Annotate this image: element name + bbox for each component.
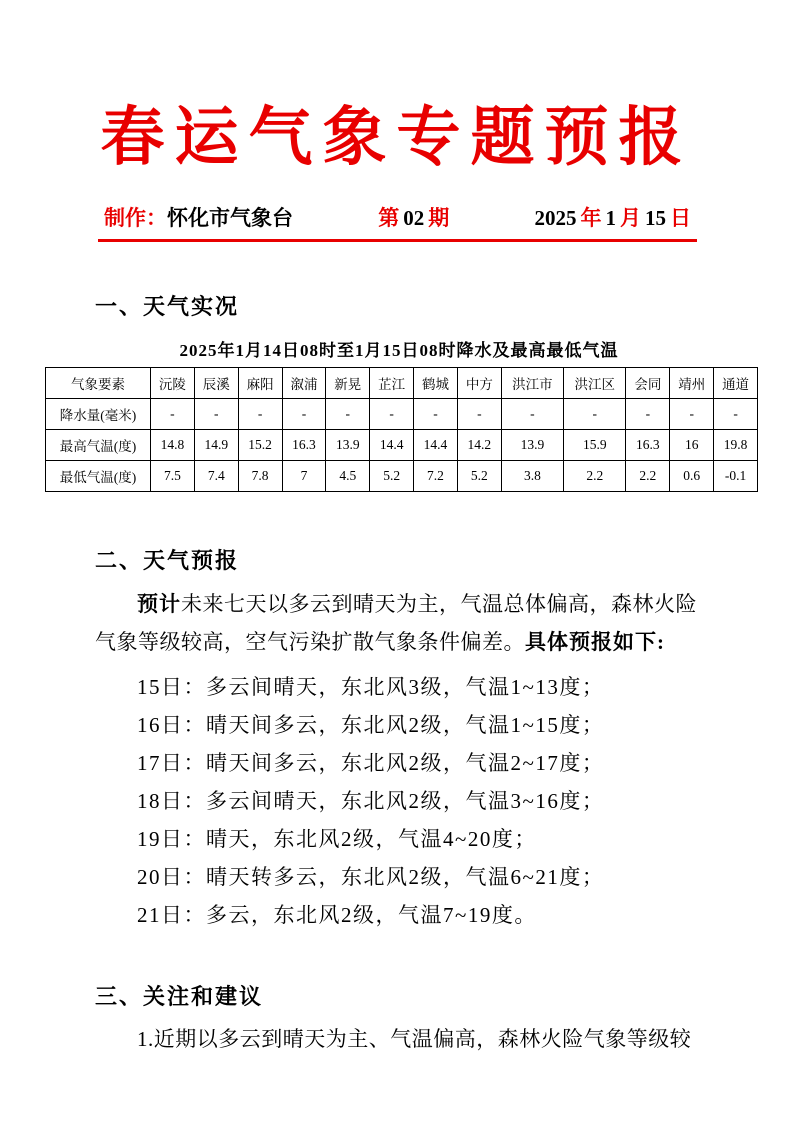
table-header-cell: 通道 [714,368,758,399]
table-cell: - [194,399,238,430]
table-cell: - [370,399,414,430]
forecast-day-line: 16日：晴天间多云，东北风2级，气温1~15度； [137,713,605,737]
forecast-intro-bold-lead: 预计 [137,592,181,616]
table-header-cell: 沅陵 [151,368,195,399]
forecast-day-line: 19日：晴天，东北风2级，气温4~20度； [137,827,537,851]
forecast-intro-text: 未来七天以多云到晴天为主，气温总体偏高，森林火险气象等级较高，空气污染扩散气象条件偏差。 [95,592,697,654]
table-cell: - [501,399,563,430]
table-cell: 5.2 [370,461,414,492]
date-month-unit: 月 [620,206,641,230]
table-header-cell: 靖州 [670,368,714,399]
forecast-day-line: 18日：多云间晴天，东北风2级，气温3~16度； [137,789,605,813]
forecast-day-line: 20日：晴天转多云，东北风2级，气温6~21度； [137,865,605,889]
table-cell: 14.8 [151,430,195,461]
table-cell: 14.4 [370,430,414,461]
table-cell: 3.8 [501,461,563,492]
forecast-day-line: 15日：多云间晴天，东北风3级，气温1~13度； [137,675,605,699]
forecast-intro-paragraph [95,585,697,661]
row-label: 最低气温(度) [46,461,151,492]
table-cell: 2.2 [564,461,626,492]
table-cell: 14.9 [194,430,238,461]
table-header-cell: 洪江市 [501,368,563,399]
table-cell: -0.1 [714,461,758,492]
issue-date [535,202,696,232]
table-cell: 13.9 [326,430,370,461]
table-cell: - [282,399,326,430]
section1-heading: 一、天气实况 [95,294,240,319]
producer [104,202,293,232]
section2-heading: 二、天气预报 [95,548,240,573]
forecast-day-list [95,668,698,934]
red-divider-rule [98,239,697,242]
table-cell: - [626,399,670,430]
table-cell: 5.2 [457,461,501,492]
table-cell: 4.5 [326,461,370,492]
issue-value: 02 [403,206,425,230]
forecast-intro-bold-tail: 具体预报如下: [525,630,665,654]
table-header-cell: 麻阳 [238,368,282,399]
weather-table [45,367,758,492]
row-label: 最高气温(度) [46,430,151,461]
table-cell: - [151,399,195,430]
table-header-cell: 辰溪 [194,368,238,399]
date-year-unit: 年 [580,206,602,230]
table-cell: - [238,399,282,430]
table-cell: - [714,399,758,430]
table-cell: 15.9 [564,430,626,461]
table-cell: - [414,399,458,430]
table-cell: 7.5 [151,461,195,492]
producer-label: 制作： [104,206,167,230]
weather-table-title: 2025年1月14日08时至1月15日08时降水及最高最低气温 [179,341,619,360]
table-cell: 16 [670,430,714,461]
table-row [46,430,758,461]
table-cell: - [326,399,370,430]
table-header-cell: 中方 [457,368,501,399]
date-month: 1 [605,206,616,230]
table-header-cell: 芷江 [370,368,414,399]
table-cell: 15.2 [238,430,282,461]
table-cell: - [564,399,626,430]
date-day: 15 [645,206,666,230]
date-day-unit: 日 [670,206,691,230]
forecast-day-line: 17日：晴天间多云，东北风2级，气温2~17度； [137,751,605,775]
table-cell: 16.3 [626,430,670,461]
table-cell: 16.3 [282,430,326,461]
issue-prefix: 第 [378,206,400,230]
table-header-cell: 鹤城 [414,368,458,399]
table-cell: 0.6 [670,461,714,492]
issue-number [378,202,449,232]
table-cell: 13.9 [501,430,563,461]
table-header-row [46,368,758,399]
table-header-cell: 洪江区 [564,368,626,399]
section3-heading: 三、关注和建议 [95,984,264,1009]
table-cell: 2.2 [626,461,670,492]
table-cell: 7.2 [414,461,458,492]
date-year: 2025 [534,206,577,230]
table-cell: 19.8 [714,430,758,461]
table-cell: - [457,399,501,430]
table-cell: 14.4 [414,430,458,461]
table-header-cell: 新晃 [326,368,370,399]
table-cell: - [670,399,714,430]
table-header-cell: 溆浦 [282,368,326,399]
table-cell: 7.4 [194,461,238,492]
table-row [46,399,758,430]
forecast-day-line: 21日：多云，东北风2级，气温7~19度。 [137,903,537,927]
producer-value: 怀化市气象台 [167,206,293,230]
table-cell: 14.2 [457,430,501,461]
document-title: 春运气象专题预报 [100,102,693,173]
meta-row [104,202,695,232]
table-cell: 7 [282,461,326,492]
issue-suffix: 期 [428,206,450,230]
table-row [46,461,758,492]
section3-item-1: 1.近期以多云到晴天为主、气温偏高，森林火险气象等级较 [137,1027,692,1051]
table-header-cell: 气象要素 [46,368,151,399]
table-cell: 7.8 [238,461,282,492]
table-header-cell: 会同 [626,368,670,399]
row-label: 降水量(毫米) [46,399,151,430]
